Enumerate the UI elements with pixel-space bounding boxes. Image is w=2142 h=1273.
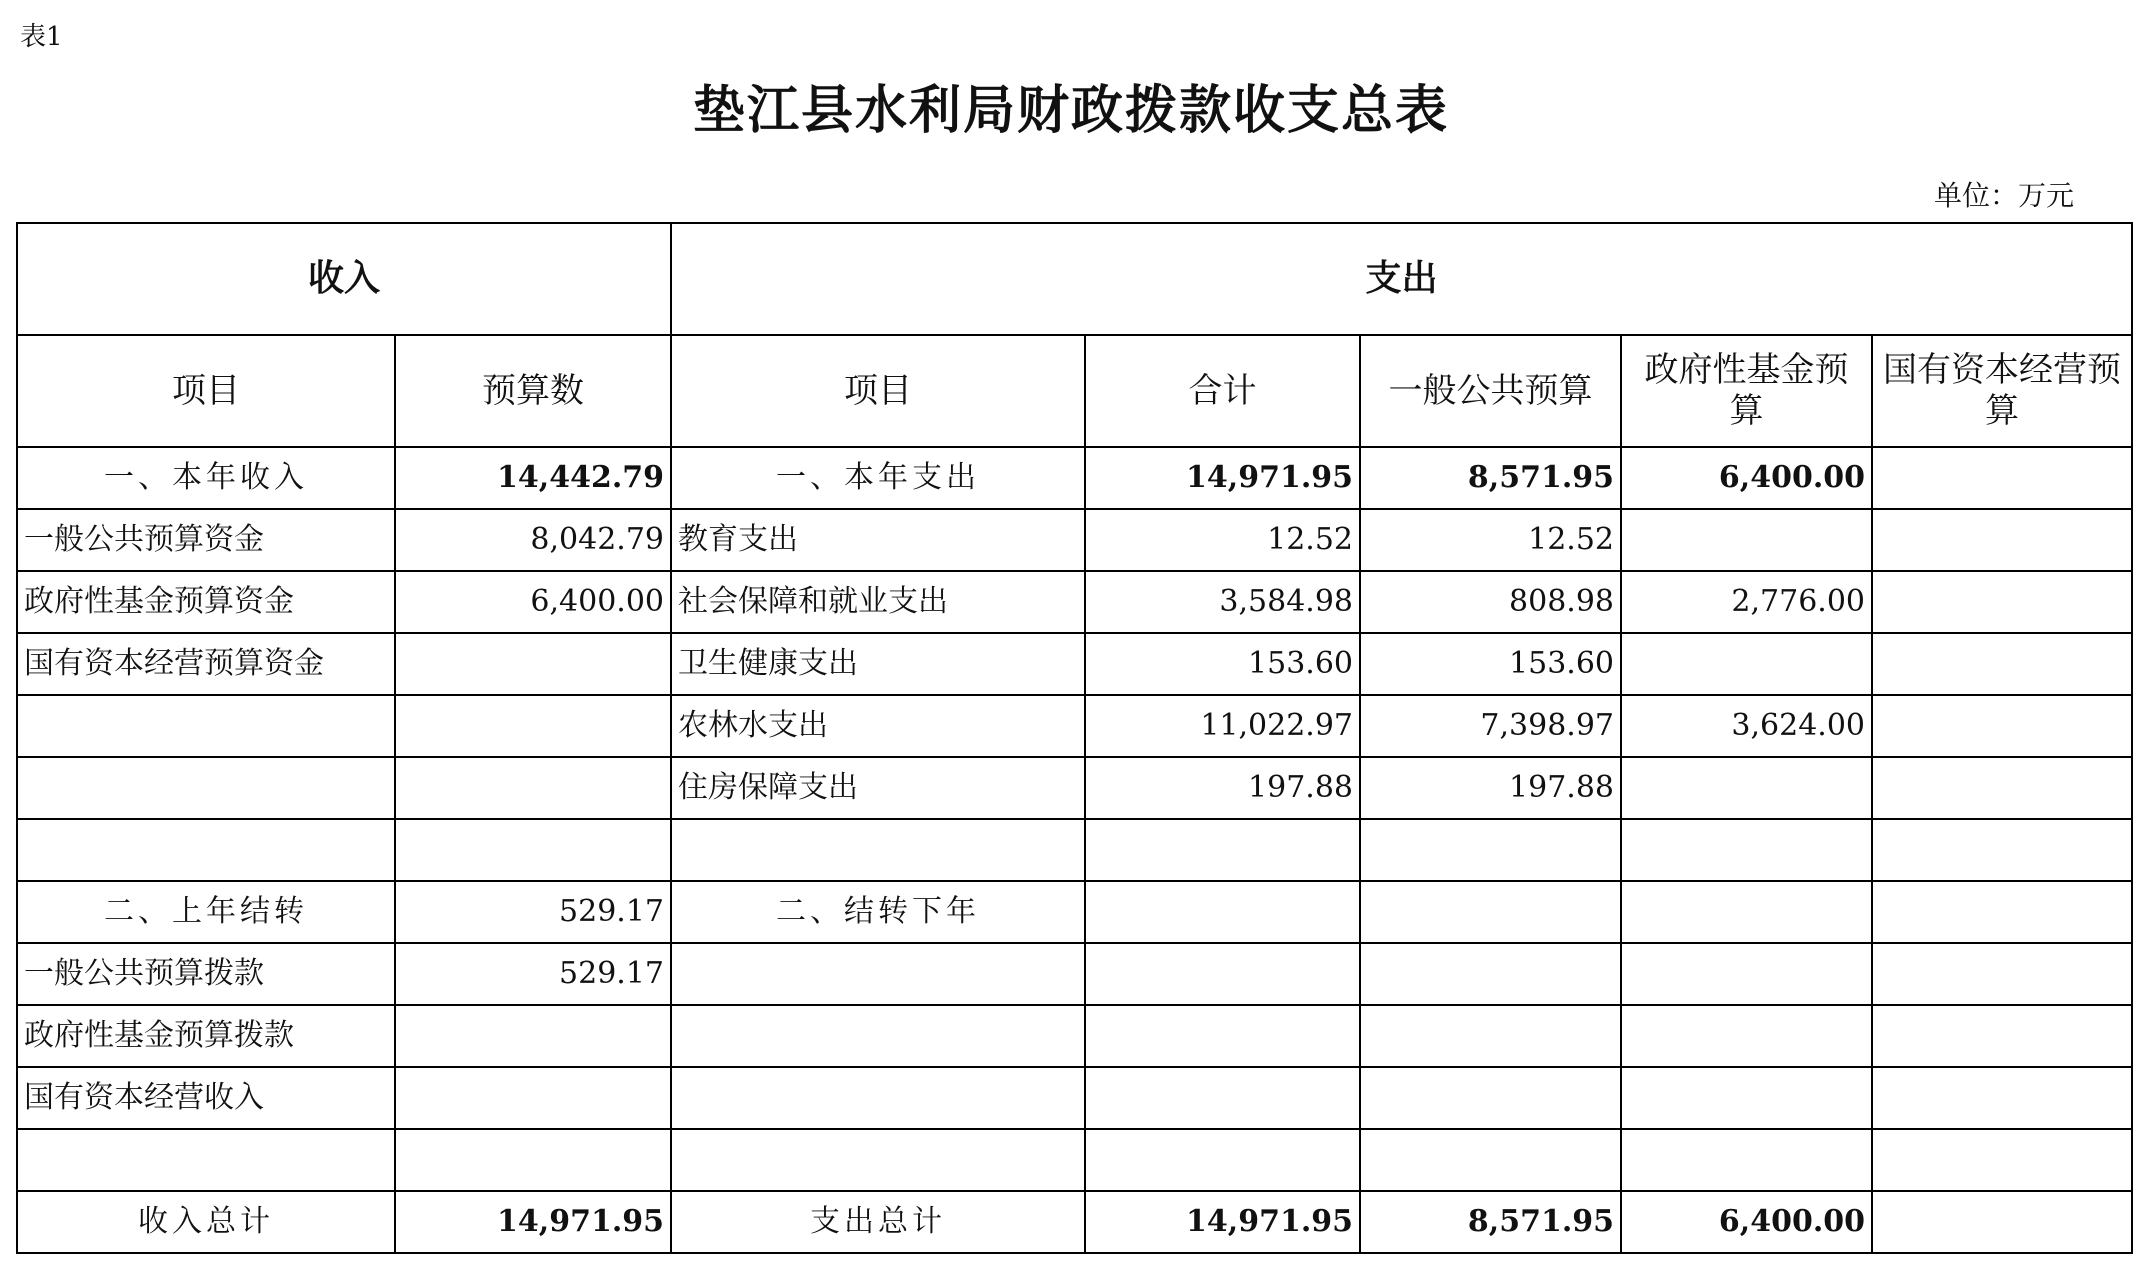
expenditure-item-cell: 一、本年支出 (671, 447, 1085, 509)
total-cell: 3,584.98 (1085, 571, 1360, 633)
total-cell: 153.60 (1085, 633, 1360, 695)
gov-fund-cell (1621, 881, 1872, 943)
income-item-cell: 政府性基金预算资金 (17, 571, 395, 633)
expenditure-item-cell: 二、结转下年 (671, 881, 1085, 943)
header-total: 合计 (1085, 335, 1360, 447)
table-row (17, 881, 2132, 943)
state-capital-cell (1872, 447, 2132, 509)
total-cell (1085, 881, 1360, 943)
gov-fund-cell: 2,776.00 (1621, 571, 1872, 633)
state-capital-cell (1872, 1129, 2132, 1191)
gov-fund-cell: 6,400.00 (1621, 447, 1872, 509)
total-cell: 14,971.95 (1085, 447, 1360, 509)
gov-fund-cell (1621, 633, 1872, 695)
income-item-cell (17, 757, 395, 819)
state-capital-cell (1872, 881, 2132, 943)
table-row (17, 509, 2132, 571)
income-amount-cell (395, 695, 671, 757)
gov-fund-cell: 6,400.00 (1621, 1191, 1872, 1253)
expenditure-item-cell: 住房保障支出 (671, 757, 1085, 819)
table-row (17, 1005, 2132, 1067)
income-item-cell: 一般公共预算资金 (17, 509, 395, 571)
general-budget-cell: 8,571.95 (1360, 1191, 1621, 1253)
general-budget-cell (1360, 1067, 1621, 1129)
income-amount-cell: 14,442.79 (395, 447, 671, 509)
table-row (17, 1129, 2132, 1191)
expenditure-item-cell (671, 1067, 1085, 1129)
state-capital-cell (1872, 695, 2132, 757)
general-budget-cell (1360, 881, 1621, 943)
general-budget-cell (1360, 943, 1621, 1005)
header-income-budget: 预算数 (395, 335, 671, 447)
general-budget-cell: 153.60 (1360, 633, 1621, 695)
income-section-header: 收入 (17, 223, 671, 335)
table-row (17, 757, 2132, 819)
general-budget-cell (1360, 819, 1621, 881)
expenditure-item-cell: 教育支出 (671, 509, 1085, 571)
total-cell (1085, 1129, 1360, 1191)
income-amount-cell: 529.17 (395, 881, 671, 943)
column-header-row (17, 335, 2132, 447)
expenditure-item-cell: 支出总计 (671, 1191, 1085, 1253)
income-amount-cell: 14,971.95 (395, 1191, 671, 1253)
total-cell: 11,022.97 (1085, 695, 1360, 757)
state-capital-cell (1872, 1191, 2132, 1253)
general-budget-cell: 7,398.97 (1360, 695, 1621, 757)
state-capital-cell (1872, 819, 2132, 881)
expenditure-item-cell: 农林水支出 (671, 695, 1085, 757)
header-state-capital-budget: 国有资本经营预算 (1872, 335, 2132, 447)
table-row (17, 695, 2132, 757)
total-cell: 197.88 (1085, 757, 1360, 819)
income-item-cell: 二、上年结转 (17, 881, 395, 943)
income-amount-cell (395, 633, 671, 695)
state-capital-cell (1872, 757, 2132, 819)
budget-summary-table (16, 222, 2133, 1254)
income-amount-cell (395, 1005, 671, 1067)
table-row (17, 819, 2132, 881)
general-budget-cell: 808.98 (1360, 571, 1621, 633)
general-budget-cell: 8,571.95 (1360, 447, 1621, 509)
table-row (17, 447, 2132, 509)
expenditure-item-cell (671, 1005, 1085, 1067)
expenditure-item-cell: 卫生健康支出 (671, 633, 1085, 695)
table-row (17, 943, 2132, 1005)
income-item-cell (17, 1129, 395, 1191)
total-cell (1085, 943, 1360, 1005)
income-item-cell: 收入总计 (17, 1191, 395, 1253)
state-capital-cell (1872, 1005, 2132, 1067)
general-budget-cell (1360, 1005, 1621, 1067)
total-cell (1085, 1005, 1360, 1067)
expenditure-item-cell (671, 1129, 1085, 1191)
gov-fund-cell: 3,624.00 (1621, 695, 1872, 757)
expenditure-item-cell (671, 819, 1085, 881)
income-item-cell: 一、本年收入 (17, 447, 395, 509)
gov-fund-cell (1621, 757, 1872, 819)
general-budget-cell: 197.88 (1360, 757, 1621, 819)
table-row (17, 571, 2132, 633)
total-cell (1085, 1067, 1360, 1129)
state-capital-cell (1872, 633, 2132, 695)
gov-fund-cell (1621, 819, 1872, 881)
income-amount-cell: 6,400.00 (395, 571, 671, 633)
expenditure-section-header: 支出 (671, 223, 2132, 335)
income-amount-cell (395, 1067, 671, 1129)
gov-fund-cell (1621, 509, 1872, 571)
gov-fund-cell (1621, 1067, 1872, 1129)
expenditure-item-cell: 社会保障和就业支出 (671, 571, 1085, 633)
table-row (17, 633, 2132, 695)
table-row (17, 1191, 2132, 1253)
general-budget-cell: 12.52 (1360, 509, 1621, 571)
income-amount-cell (395, 1129, 671, 1191)
state-capital-cell (1872, 943, 2132, 1005)
state-capital-cell (1872, 509, 2132, 571)
gov-fund-cell (1621, 1129, 1872, 1191)
income-amount-cell (395, 819, 671, 881)
state-capital-cell (1872, 1067, 2132, 1129)
header-expenditure-item: 项目 (671, 335, 1085, 447)
income-item-cell (17, 695, 395, 757)
page-title: 垫江县水利局财政拨款收支总表 (692, 80, 1449, 141)
state-capital-cell (1872, 571, 2132, 633)
header-gov-fund-budget: 政府性基金预算 (1621, 335, 1872, 447)
total-cell: 12.52 (1085, 509, 1360, 571)
general-budget-cell (1360, 1129, 1621, 1191)
income-item-cell: 国有资本经营预算资金 (17, 633, 395, 695)
total-cell (1085, 819, 1360, 881)
header-income-item: 项目 (17, 335, 395, 447)
income-amount-cell (395, 757, 671, 819)
section-header-row (17, 223, 2132, 335)
income-item-cell: 一般公共预算拨款 (17, 943, 395, 1005)
income-amount-cell: 529.17 (395, 943, 671, 1005)
income-item-cell (17, 819, 395, 881)
income-item-cell: 政府性基金预算拨款 (17, 1005, 395, 1067)
unit-note: 单位：万元 (1933, 179, 2074, 212)
income-amount-cell: 8,042.79 (395, 509, 671, 571)
table-row (17, 1067, 2132, 1129)
income-item-cell: 国有资本经营收入 (17, 1067, 395, 1129)
table-label: 表1 (20, 22, 63, 52)
gov-fund-cell (1621, 1005, 1872, 1067)
header-general-public-budget: 一般公共预算 (1360, 335, 1621, 447)
gov-fund-cell (1621, 943, 1872, 1005)
expenditure-item-cell (671, 943, 1085, 1005)
total-cell: 14,971.95 (1085, 1191, 1360, 1253)
